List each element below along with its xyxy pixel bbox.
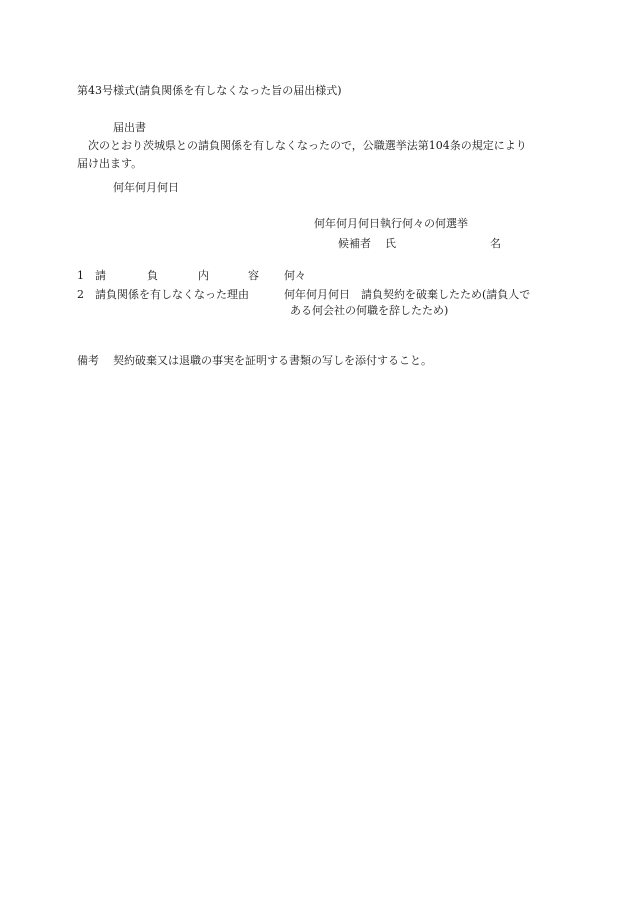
item-2-number: 2: [77, 288, 84, 301]
item-2-label: 請負関係を有しなくなった理由: [95, 288, 249, 301]
remarks-label: 備考: [77, 354, 99, 367]
candidate-name-mei: 名: [490, 237, 501, 250]
body-text-line-2: 届け出ます。: [77, 157, 143, 170]
submission-date: 何年何月何日: [113, 181, 179, 194]
item-1-label-char-3: 内: [198, 269, 209, 282]
form-title: 第43号様式(請負関係を有しなくなった旨の届出様式): [77, 84, 342, 97]
candidate-label: 候補者: [338, 237, 371, 250]
remarks-text: 契約破棄又は退職の事実を証明する書類の写しを添付すること。: [113, 354, 432, 367]
item-1-value: 何々: [284, 269, 306, 282]
body-text-line-1: 次のとおり茨城県との請負関係を有しなくなったので，公職選挙法第104条の規定により: [88, 139, 527, 152]
item-1-label-char-2: 負: [147, 269, 158, 282]
item-1-label-char-1: 請: [95, 269, 106, 282]
item-2-value-line-1: 何年何月何日 請負契約を破棄したため(請負人で: [284, 288, 531, 301]
candidate-name-shi: 氏: [385, 237, 396, 250]
election-name: 何年何月何日執行何々の何選挙: [314, 217, 468, 230]
item-1-label-char-4: 容: [248, 269, 259, 282]
item-1-number: 1: [77, 269, 84, 282]
document-heading: 届出書: [113, 121, 146, 134]
item-2-value-line-2: ある何会社の何職を辞したため): [290, 304, 449, 317]
